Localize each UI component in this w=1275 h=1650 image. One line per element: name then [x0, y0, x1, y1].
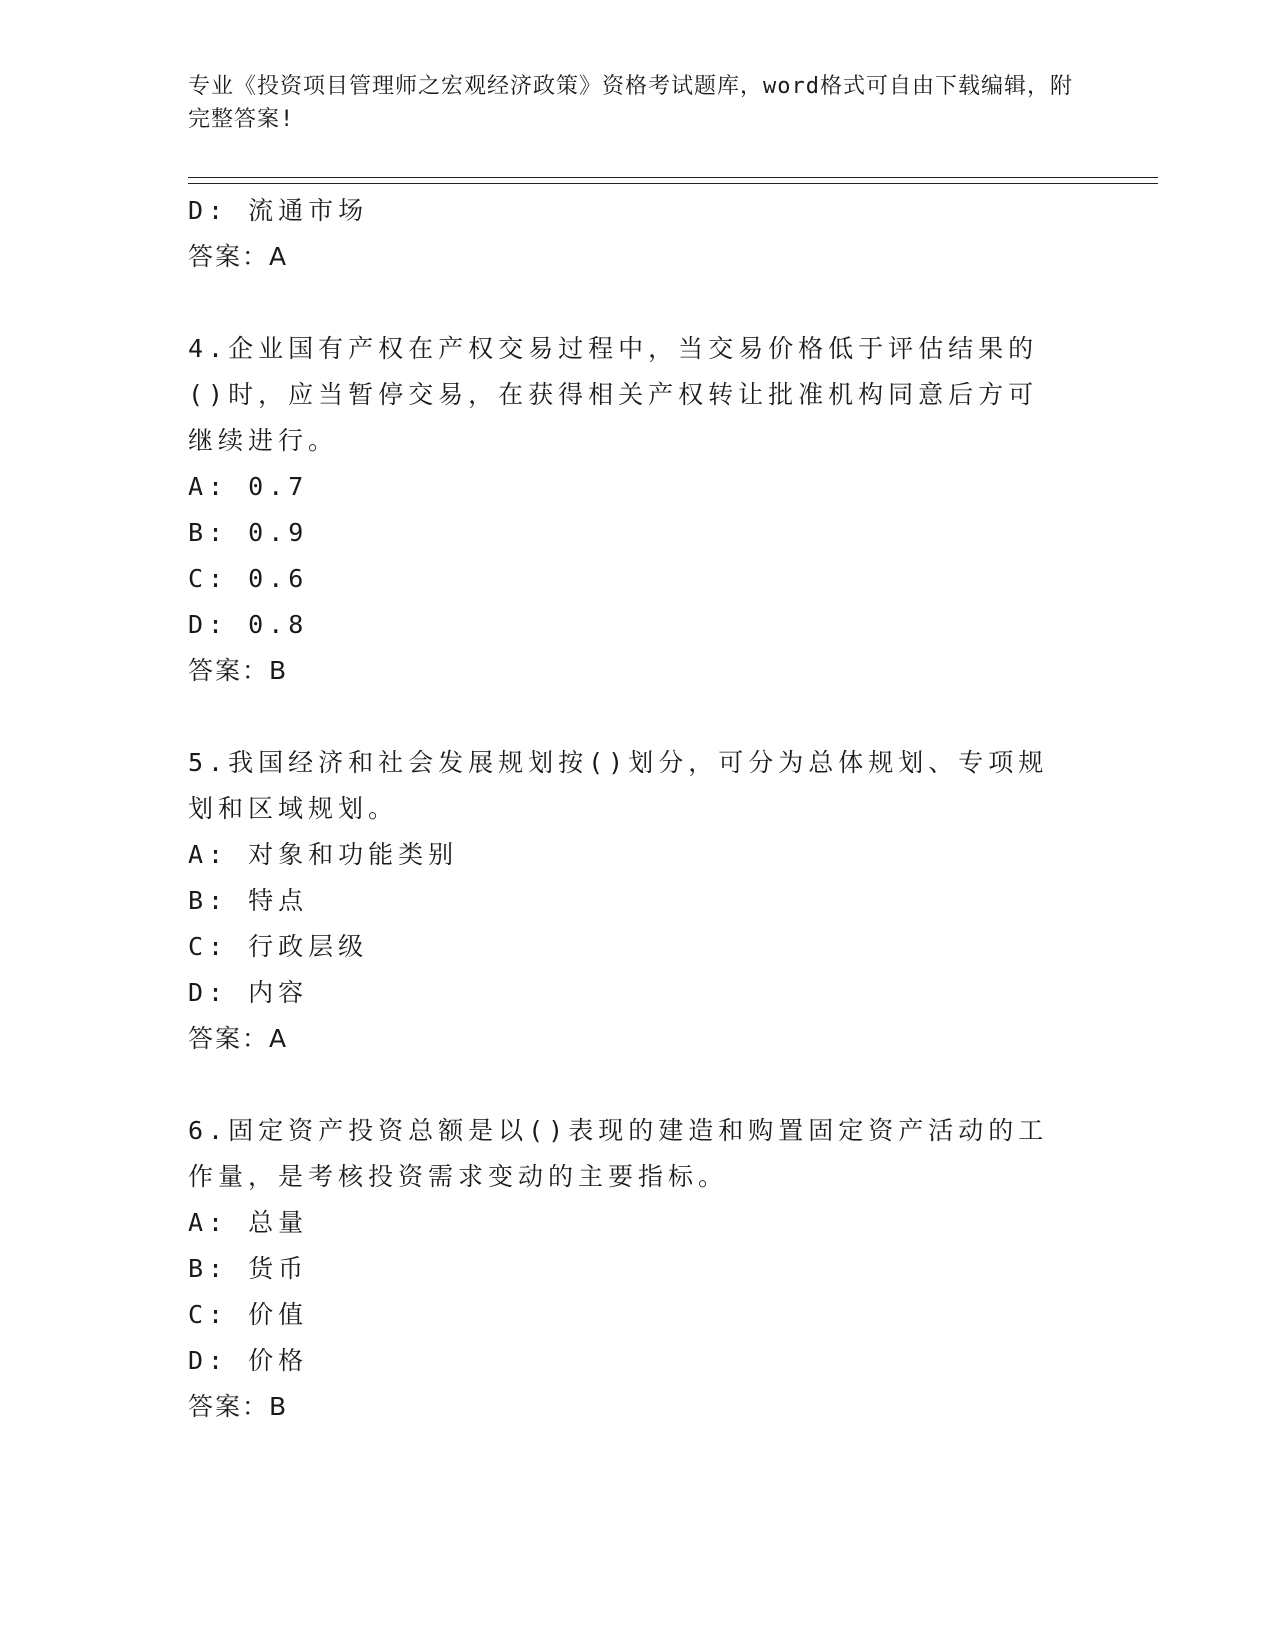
header-divider-top	[188, 177, 1158, 178]
question-text: 6.固定资产投资总额是以()表现的建造和购置固定资产活动的工作量，是考核投资需求变动的主要指标。	[188, 1116, 1049, 1191]
option-a: A: 总量	[188, 1208, 309, 1237]
spacer	[188, 1062, 1068, 1108]
answer-line: 答案：B	[188, 656, 289, 685]
question-text: 5.我国经济和社会发展规划按()划分，可分为总体规划、专项规划和区域规划。	[188, 748, 1049, 823]
answer-line: 答案：B	[188, 1392, 289, 1421]
option-a: A: 0.7	[188, 472, 309, 501]
option-c: C: 行政层级	[188, 932, 369, 961]
question-list	[188, 188, 1068, 1430]
option-c: C: 价值	[188, 1300, 309, 1329]
answer-line: 答案：A	[188, 1024, 289, 1053]
document-header: 专业《投资项目管理师之宏观经济政策》资格考试题库，word格式可自由下载编辑，附完整答案!	[188, 74, 1073, 132]
option-a: A: 对象和功能类别	[188, 840, 459, 869]
spacer	[188, 694, 1068, 740]
question-5	[188, 740, 1068, 1062]
header-divider-bottom	[188, 183, 1158, 184]
option-d: D: 内容	[188, 978, 309, 1007]
question-4	[188, 326, 1068, 694]
option-d: D: 价格	[188, 1346, 309, 1375]
option-b: B: 特点	[188, 886, 309, 915]
question-text: 4.企业国有产权在产权交易过程中，当交易价格低于评估结果的()时，应当暂停交易，在获得相关产权转让批准机构同意后方可继续进行。	[188, 334, 1039, 455]
question-6	[188, 1108, 1068, 1430]
option-c: C: 0.6	[188, 564, 309, 593]
answer-line: 答案：A	[188, 242, 289, 271]
option-d: D: 0.8	[188, 610, 309, 639]
option-b: B: 货币	[188, 1254, 309, 1283]
spacer	[188, 280, 1068, 326]
option-b: B: 0.9	[188, 518, 309, 547]
option-d: D: 流通市场	[188, 196, 369, 225]
